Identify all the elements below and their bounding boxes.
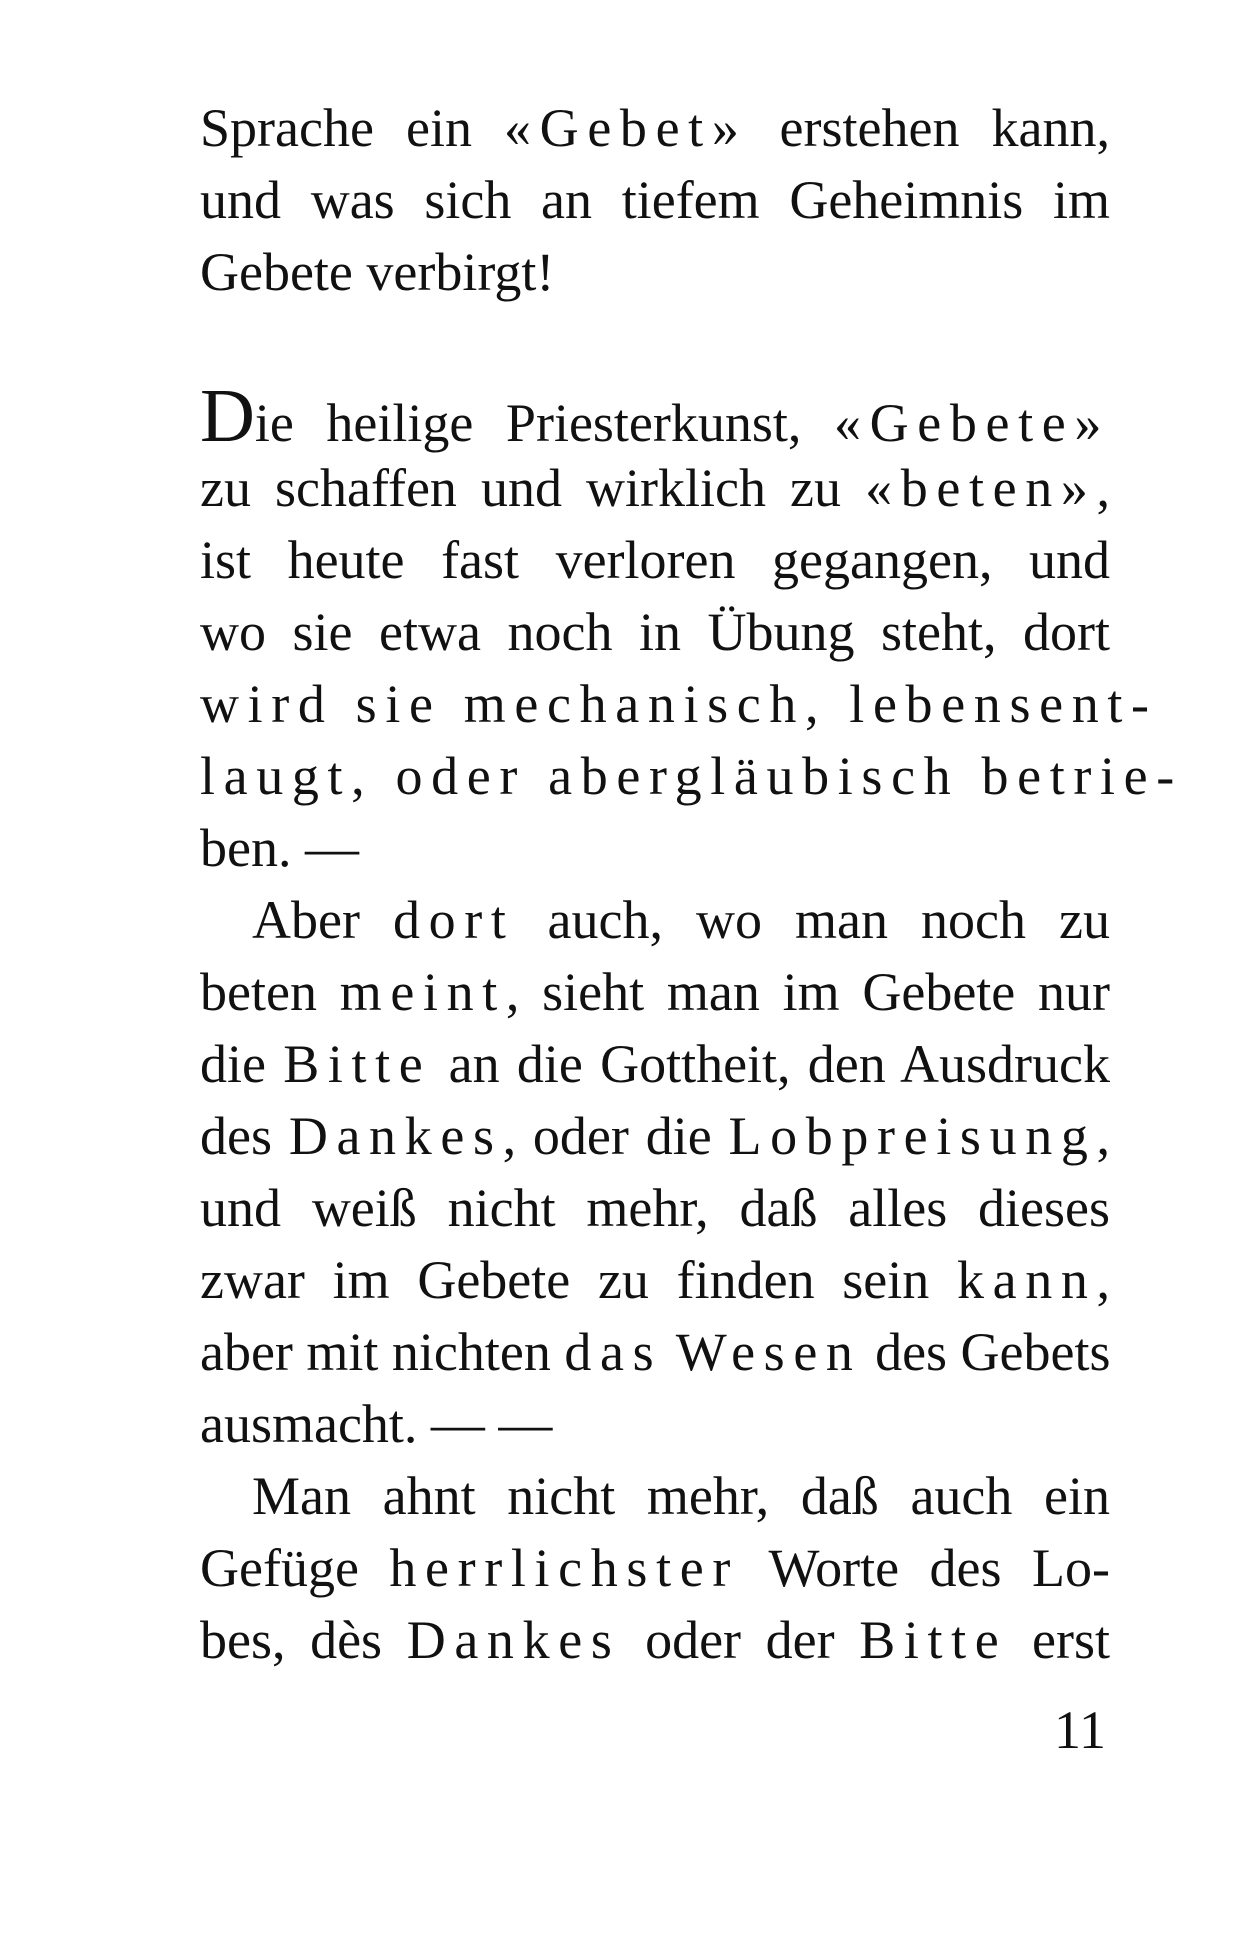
text-line: ben. — — [200, 818, 359, 878]
text-line: des Dankes, oder die Lobpreisung, — [200, 1106, 1111, 1166]
text-line: ist heute fast verloren gegangen, und — [200, 530, 1110, 590]
text-line: und weiß nicht mehr, daß alles dieses — [200, 1178, 1110, 1238]
text-line: zwar im Gebete zu finden sein kann, — [200, 1250, 1110, 1310]
text-line: wird sie mechanisch, lebensent- — [200, 674, 1158, 734]
text-line: bes, dès Dankes oder der Bitte erst — [200, 1610, 1110, 1670]
text-line: und was sich an tiefem Geheimnis im — [200, 170, 1110, 230]
text-line: beten meint, sieht man im Gebete nur — [200, 962, 1110, 1022]
text-line: Die heilige Priesterkunst, «Gebete» — [200, 374, 1110, 458]
text-line: Sprache ein «Gebet» erstehen kann, — [200, 98, 1110, 158]
text-line: Gefüge herrlichster Worte des Lo- — [200, 1538, 1110, 1598]
text-line: Aber dort auch, wo man noch zu — [252, 890, 1111, 950]
text-line: laugt, oder abergläubisch betrie- — [200, 746, 1183, 806]
page-number: 11 — [1054, 1700, 1106, 1760]
text-line: die Bitte an die Gottheit, den Ausdruck — [200, 1034, 1110, 1094]
drop-cap: D — [200, 374, 255, 458]
text-line: Gebete verbirgt! — [200, 242, 555, 302]
text-line: Man ahnt nicht mehr, daß auch ein — [252, 1466, 1110, 1526]
text-line: aber mit nichten das Wesen des Gebets — [200, 1322, 1111, 1382]
text-line: ausmacht. — — — [200, 1394, 553, 1454]
text-line: zu schaffen und wirklich zu «beten», — [200, 458, 1110, 518]
text-line: wo sie etwa noch in Übung steht, dort — [200, 602, 1110, 662]
